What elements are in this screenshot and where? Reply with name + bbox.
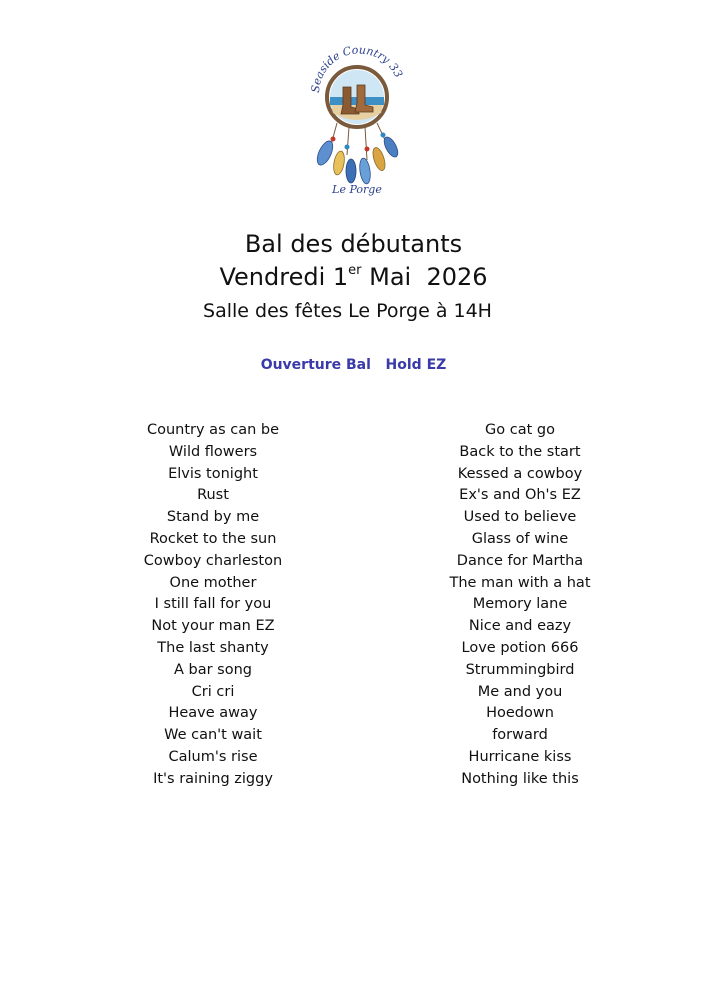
song-item: Cowboy charleston [143,552,283,569]
song-list-left [83,420,343,791]
song-item: Dance for Martha [456,552,584,569]
song-item: Calum's rise [168,748,258,765]
song-item: Stand by me [166,509,260,526]
song-item: Rocket to the sun [149,530,277,547]
song-item: The last shanty [157,639,269,656]
song-item: Heave away [168,705,258,722]
song-item: Rust [197,487,229,504]
song-item: Elvis tonight [168,465,258,482]
event-date-ordinal: er [348,263,362,278]
event-venue: Salle des fêtes Le Porge à 14H [203,300,492,322]
song-item: Love potion 666 [461,639,579,656]
song-item: Hurricane kiss [468,748,572,765]
song-item: Ex's and Oh's EZ [459,487,581,504]
song-item: Cri cri [191,683,235,700]
song-item: A bar song [173,661,252,678]
song-item: I still fall for you [154,596,272,613]
song-item: Me and you [477,683,563,700]
song-item: Nothing like this [461,770,579,787]
club-logo [297,35,417,200]
song-item: Nice and eazy [468,618,572,635]
song-item: One mother [169,574,257,591]
song-list-right [390,420,650,791]
event-date [0,263,707,291]
feather-icon [314,139,336,168]
event-date-prefix: Vendredi 1 [219,263,349,291]
song-item: Back to the start [459,443,581,460]
song-item: We can't wait [164,727,262,744]
song-item: Go cat go [485,422,555,438]
song-item: Used to believe [463,509,577,526]
song-item: The man with a hat [449,574,591,591]
song-item: Strummingbird [465,661,575,678]
song-item: Wild flowers [168,443,258,460]
song-item: Not your man EZ [151,618,275,635]
song-item: Kessed a cowboy [457,465,583,482]
song-item: Glass of wine [471,530,569,547]
event-title: Bal des débutants [244,230,463,258]
song-item: It's raining ziggy [153,770,273,787]
song-item: forward [492,727,548,744]
logo-bottom-text: Le Porge [332,183,382,196]
song-item: Hoedown [486,705,554,722]
dreamcatcher-logo [297,35,417,200]
song-item: Memory lane [472,596,568,613]
opening-dance: Ouverture Bal Hold EZ [260,357,447,373]
event-date-suffix: Mai 2026 [361,263,488,291]
logo-top-text: Seaside Country 33 [308,43,406,94]
song-item: Country as can be [146,422,280,438]
